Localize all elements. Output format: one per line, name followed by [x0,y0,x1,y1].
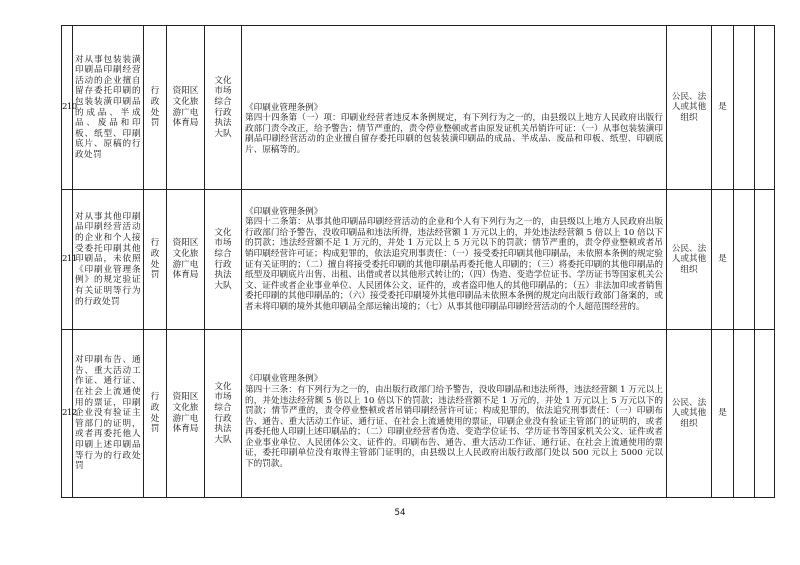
legal-basis [242,190,667,330]
item-name: 对印刷布告、通告、重大活动工作证、通行证、在社会上流通使用的票证，印刷企业没有验证主管部门的证明，或者再委托他人印刷上述印刷品等行为的行政处罚 [73,330,144,498]
empty-cell [755,190,775,330]
enforcement-unit: 文化 市场 综合 行政 执法 大队 [205,190,242,330]
row-number: 212 [62,330,73,498]
implementing-agency: 资阳区文化旅游广电体育局 [167,190,205,330]
row-number: 211 [62,190,73,330]
item-name: 对从事包装装潢印刷品印刷经营活动的企业擅自留存委托印刷的包装装潢印刷品的成品、半成品、废品和印板、纸型、印刷底片、原稿的行政处罚 [73,26,144,190]
basis-text: 第四十四条第（一）项：印刷业经营者违反本条例规定，有下列行为之一的，由县级以上地方人民政府出版行政部门责令改正，给予警告；情节严重的，责令停业整顿或者由原发证机关吊销许可证：（一）从事包装装潢印刷品印刷经营活动的企业擅自留存委托印刷的包装装潢印刷品的成品、半成品、废品和印板、纸型、印刷底片、原稿等的。 [245,113,663,155]
enforcement-unit: 文化 市场 综合 行政 执法 大队 [205,26,242,190]
target-object: 公民、法人或其他组织 [667,190,712,330]
page-number: 54 [394,508,406,518]
row-number: 210 [62,26,73,190]
item-type: 行 政 处 罚 [144,26,167,190]
penalty-table [61,25,775,498]
applicable-flag: 是 [712,26,734,190]
basis-text: 第四十二条第：从事其他印刷品印刷经营活动的企业和个人有下列行为之一的，由县级以上地方人民政府出版行政部门给予警告，没收印刷品和违法所得，违法经营额 1 万元以上的，并处违法经营额 5 倍以上 10 倍以下的罚款；违法经营额不足 1 万元的，并处 1 万元以上 5 万元以下的罚款；情节严重的，责令停业整顿或者吊销印刷经营许可证；构成犯罪的，依法追究刑事责任：（一）接受委托印刷其他印刷品，未依照本条例的规定验证有关证明的；（二）擅自将接受委托印刷的其他印刷品再委托他人印刷的；（三）将委托印刷的其他印刷品的纸型及印刷底片出售、出租、出借或者以其他形式转让的；（四）伪造、变造学位证书、学历证书等国家机关公文、证件或者企业事业单位、人民团体公文、证件的，或者盗印他人的其他印刷品的；（五）非法加印或者销售委托印刷的其他印刷品的；（六）接受委托印刷境外其他印刷品未依照本条例的规定向出版行政部门备案的，或者未将印刷的境外其他印刷品全部运输出境的；（七）从事其他印刷品印刷经营活动的个人超范围经营的。 [245,217,663,312]
target-object: 公民、法人或其他组织 [667,26,712,190]
target-object: 公民、法人或其他组织 [667,330,712,498]
law-title: 《印刷业管理条例》 [245,374,323,385]
empty-cell [734,190,755,330]
implementing-agency: 资阳区文化旅游广电体育局 [167,330,205,498]
legal-basis [242,26,667,190]
law-title: 《印刷业管理条例》 [245,102,323,113]
applicable-flag: 是 [712,330,734,498]
applicable-flag: 是 [712,190,734,330]
table-row [62,190,775,330]
implementing-agency: 资阳区文化旅游广电体育局 [167,26,205,190]
legal-basis [242,330,667,498]
item-name: 对从事其他印刷品印刷经营活动的企业和个人接受委托印刷其他印刷品，未依照《印刷业管理条例》的规定验证有关证明等行为的行政处罚 [73,190,144,330]
enforcement-unit: 文化 市场 综合 行政 执法 大队 [205,330,242,498]
item-type: 行 政 处 罚 [144,330,167,498]
table-row [62,330,775,498]
law-title: 《印刷业管理条例》 [245,206,323,217]
basis-text: 第四十三条：有下列行为之一的，由出版行政部门给予警告，没收印刷品和违法所得，违法经营额 1 万元以上的，并处违法经营额 5 倍以上 10 倍以下的罚款；违法经营额不足 1 万元的，并处 1 万元以上 5 万元以下的罚款；情节严重的，责令停业整顿或者吊销印刷经营许可证；构成犯罪的，依法追究刑事责任：（一）印刷布告、通告、重大活动工作证、通行证、在社会上流通使用的票证，印刷企业没有验证主管部门的证明的，或者再委托他人印刷上述印刷品的；（二）印刷业经营者伪造、变造学位证书、学历证书等国家机关公文、证件或者企业事业单位、人民团体公文、证件的。印刷布告、通告、重大活动工作证、通行证、在社会上流通使用的票证，委托印刷单位没有取得主管部门证明的，由县级以上人民政府出版行政部门处以 500 元以上 5000 元以下的罚款。 [245,384,663,470]
empty-cell [734,26,755,190]
empty-cell [755,26,775,190]
empty-cell [755,330,775,498]
item-type: 行 政 处 罚 [144,190,167,330]
empty-cell [734,330,755,498]
table-row [62,26,775,190]
